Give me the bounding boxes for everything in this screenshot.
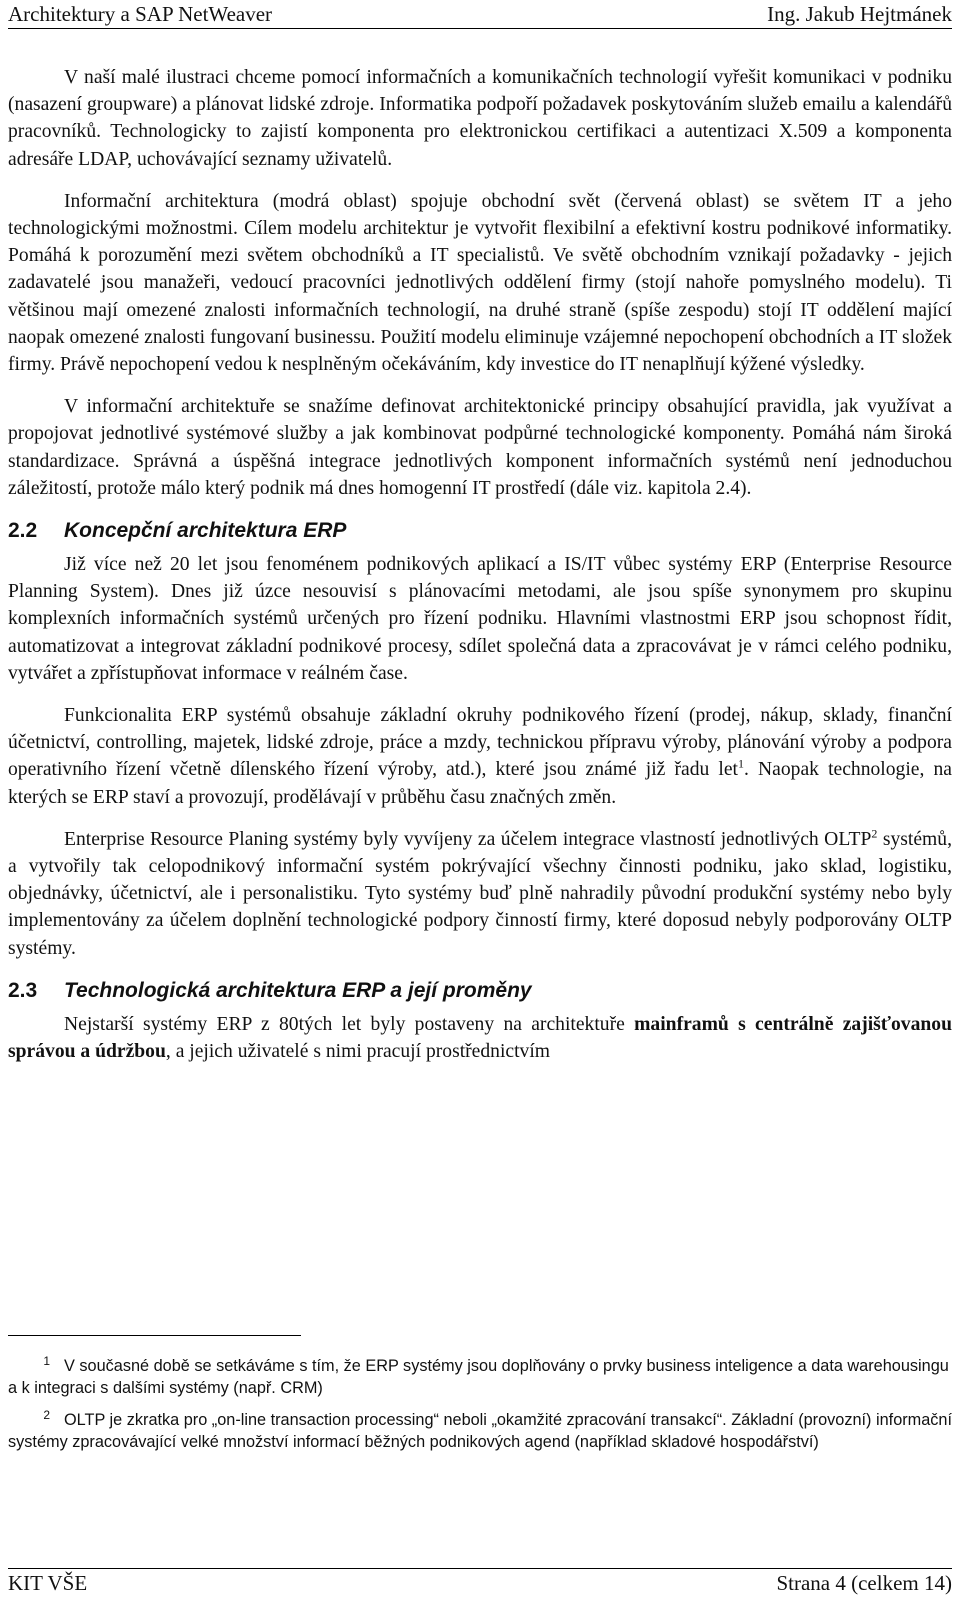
- header-title: Architektury a SAP NetWeaver: [8, 1, 273, 26]
- footnote-ref[interactable]: 2: [871, 826, 878, 841]
- footnote-ref[interactable]: 1: [738, 756, 744, 771]
- footnote-text: OLTP je zkratka pro „on-line transaction processing“ neboli „okamžité zpracování transakcí“. Základní (provozní) informační systémy zpracovávající velké množství informací běžných podnikových agend (například skladové hospodářství): [8, 1411, 953, 1451]
- paragraph-text: . Naopak technologie, na kterých se ERP staví a provozují, prodělávají v průběhu času značných změn.: [8, 759, 952, 808]
- section-number: 2.2: [8, 519, 38, 543]
- paragraph-text: Funkcionalita ERP systémů obsahuje základní okruhy podnikového řízení (prodej, nákup, sklady, finanční účetnictví, controlling, majetek, lidské zdroje, práce a mzdy, technickou přípravu výroby, plánování výroby a podpora operativního řízení včetně dílenského řízení výroby, atd.), které jsou známé již řadu let: [8, 705, 952, 781]
- page-footer: [8, 1568, 952, 1597]
- header-author: Ing. Jakub Hejtmánek: [767, 1, 952, 26]
- paragraph: [8, 702, 952, 811]
- footnote-1: 1 V současné době se setkáváme s tím, že ERP systémy jsou doplňovány o prvky business inteligence a data warehousingu a k integraci s dalšími systémy (např. CRM): [8, 1353, 949, 1397]
- bold-text: mainframů s centrálně zajišťovanou správou a údržbou: [8, 1013, 952, 1063]
- page-header: [8, 0, 952, 29]
- section-heading-2-2: [8, 517, 952, 545]
- paragraph-text: Nejstarší systémy ERP z 80tých let byly postaveny na architektuře: [64, 1013, 635, 1035]
- paragraph: V informační architektuře se snažíme definovat architektonické principy obsahující pravidla, jak využívat a propojovat jednotlivé systémové služby a jak kombinovat podpůrné technologické komponenty. Pomáhá nám široká standardizace. Správná a úspěšná integrace jednotlivých komponent informačních systémů není jednoduchou záležitostí, protože málo který podnik má dnes homogenní IT prostředí (dále viz. kapitola 2.4).: [8, 396, 952, 499]
- footer-institution: KIT VŠE: [8, 1570, 88, 1595]
- page-content: [8, 64, 952, 1071]
- paragraph: [8, 1011, 952, 1065]
- section-heading-2-3: [8, 977, 952, 1005]
- footnote-separator: [8, 1335, 301, 1336]
- paragraph: [8, 826, 952, 962]
- footnote-2: 2 OLTP je zkratka pro „on-line transaction processing“ neboli „okamžité zpracování transakcí“. Základní (provozní) informační systémy zpracovávající velké množství informací běžných podnikových agend (například skladové hospodářství): [8, 1407, 953, 1451]
- footnotes: [8, 1355, 952, 1463]
- section-title: Koncepční architektura ERP: [64, 519, 347, 543]
- paragraph-text: systémů, a vytvořily tak celopodnikový informační systém pokrývající všechny činnosti podniku, jako sklad, logistiku, objednávky, účetnictví, ale i personalistiku. Tyto systémy buď plně nahradily původní produkční systémy nebo byly implementovány za účelem doplnění technologické podpory činností firmy, které doposud nebyly podporovány OLTP systémy.: [8, 828, 952, 959]
- paragraph-text: , a jejich uživatelé s nimi pracují prostřednictvím: [165, 1041, 551, 1063]
- section-number: 2.3: [8, 978, 38, 1002]
- paragraph: Informační architektura (modrá oblast) spojuje obchodní svět (červená oblast) se světem IT a jeho technologickými možnostmi. Cílem modelu architektur je vytvořit flexibilní a efektivní kostru podnikové informatiky. Pomáhá k porozumění mezi světem obchodníků a IT specialistů. Ve světě obchodním vznikají požadavky - jejich zadavatelé jsou manažeři, vedoucí pracovníci jednotlivých oddělení firmy (stojí nahoře pomyslného modelu). Ti většinou mají omezené znalosti informačních technologií, na druhé straně (spíše zespodu) stojí IT oddělení mající naopak omezené znalosti fungovaní businessu. Použití modelu eliminuje vzájemné nepochopení obchodních a IT složek firmy. Právě nepochopení vedou k nesplněným očekáváním, kdy investice do IT nenaplňují kýžené výsledky.: [8, 190, 952, 376]
- paragraph: V naší malé ilustraci chceme pomocí informačních a komunikačních technologií vyřešit komunikaci v podniku (nasazení groupware) a plánovat lidské zdroje. Informatika podpoří požadavek poskytováním služeb emailu a kalendářů pracovníků. Technologicky to zajistí komponenta pro elektronickou certifikaci a autentizaci X.509 a komponenta adresáře LDAP, uchovávající seznamy uživatelů.: [8, 67, 952, 170]
- paragraph: Již více než 20 let jsou fenoménem podnikových aplikací a IS/IT vůbec systémy ERP (Enterprise Resource Planning System). Dnes již úzce nesouvisí s plánovacími metodami, ale jsou spíše synonymem pro skupinu komplexních informačních systémů určených pro řízení podniku. Hlavními vlastnostmi ERP jsou schopnost řídit, automatizovat a integrovat základní podnikové procesy, sdílet společná data a zpracovávat je v rámci celého podniku, vytvářet a zpřístupňovat informace v reálném čase.: [8, 554, 952, 684]
- paragraph-text: Enterprise Resource Planing systémy byly vyvíjeny za účelem integrace vlastností jednotlivých OLTP: [64, 828, 872, 850]
- section-title: Technologická architektura ERP a její proměny: [64, 978, 532, 1002]
- page-number: Strana 4 (celkem 14): [776, 1570, 952, 1595]
- footnote-text: V současné době se setkáváme s tím, že ERP systémy jsou doplňovány o prvky business inteligence a data warehousingu a k integraci s dalšími systémy (např. CRM): [8, 1357, 949, 1397]
